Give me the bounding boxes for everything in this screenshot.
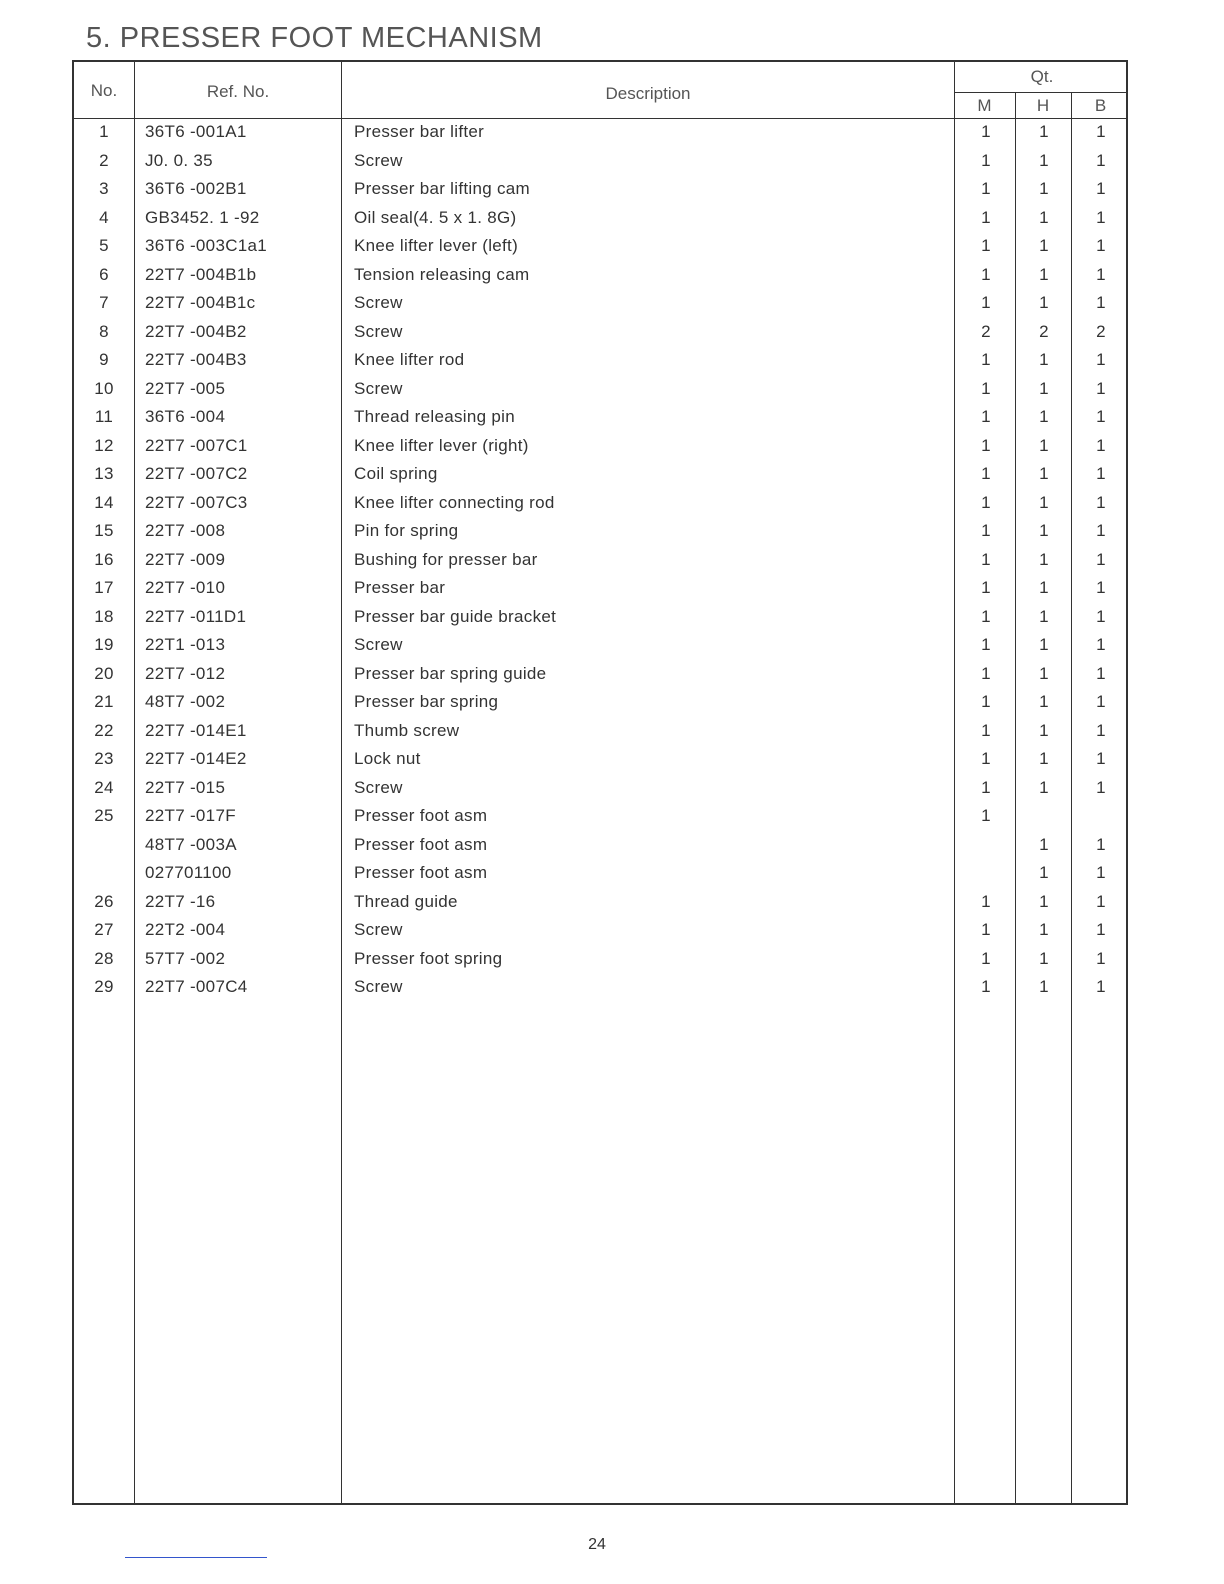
row-ref-no: 22T7 -011D1 (145, 606, 247, 626)
row-description: Presser foot spring (354, 948, 503, 968)
row-ref-no: 48T7 -003A (145, 834, 237, 854)
table-row (74, 346, 1126, 375)
table-row (74, 831, 1126, 860)
row-qty-m: 1 (981, 521, 991, 540)
table-row (74, 204, 1126, 233)
table-row (74, 403, 1126, 432)
table-row (74, 175, 1126, 204)
header-b: B (1094, 96, 1107, 115)
row-qty-b: 1 (1096, 777, 1106, 797)
table-row (74, 489, 1126, 518)
row-qty-h: 1 (1039, 549, 1049, 569)
row-no: 19 (94, 635, 114, 654)
row-qty-h: 1 (1039, 863, 1049, 882)
row-ref-no: 22T7 -16 (145, 891, 216, 911)
row-no: 9 (99, 350, 109, 369)
row-qty-h: 1 (1039, 578, 1049, 597)
row-qty-b: 1 (1096, 549, 1106, 569)
row-no: 12 (94, 435, 114, 455)
row-description: Screw (354, 977, 403, 996)
row-no: 11 (94, 407, 114, 426)
table-row (74, 916, 1126, 945)
row-no: 14 (94, 492, 114, 512)
row-description: Bushing for presser bar (354, 549, 538, 569)
row-qty-b: 1 (1096, 920, 1106, 939)
row-no: 20 (94, 663, 114, 683)
table-row (74, 945, 1126, 974)
table-row (74, 603, 1126, 632)
row-qty-b: 1 (1096, 464, 1106, 483)
header-m: M (977, 96, 992, 115)
row-qty-h: 1 (1039, 749, 1049, 768)
row-qty-h: 1 (1039, 150, 1049, 170)
row-qty-m: 1 (981, 464, 991, 483)
row-qty-m: 1 (981, 948, 991, 968)
row-qty-m: 1 (981, 578, 991, 597)
table-row (74, 774, 1126, 803)
row-qty-m: 1 (981, 606, 991, 626)
row-description: Pin for spring (354, 521, 459, 540)
row-qty-b: 2 (1096, 321, 1106, 341)
row-no: 23 (94, 749, 114, 768)
row-no: 6 (99, 264, 109, 284)
row-ref-no: GB3452. 1 -92 (145, 207, 260, 227)
row-ref-no: J0. 0. 35 (145, 150, 213, 170)
row-qty-b: 1 (1096, 977, 1106, 996)
page-number: 24 (588, 1536, 606, 1553)
footer-rule (125, 1557, 267, 1558)
row-qty-h: 1 (1039, 207, 1049, 227)
row-no: 16 (94, 549, 114, 569)
row-ref-no: 22T7 -005 (145, 378, 226, 398)
row-description: Presser foot asm (354, 806, 488, 825)
row-description: Presser bar spring guide (354, 663, 547, 683)
row-no: 21 (94, 692, 114, 711)
row-qty-h: 1 (1039, 122, 1049, 141)
row-qty-m: 1 (981, 777, 991, 797)
row-qty-b: 1 (1096, 635, 1106, 654)
row-qty-m: 1 (981, 692, 991, 711)
row-ref-no: 36T6 -004 (145, 407, 226, 426)
row-no: 2 (99, 150, 109, 170)
row-qty-m: 1 (981, 977, 991, 996)
row-qty-b: 1 (1096, 606, 1106, 626)
row-qty-h: 1 (1039, 236, 1049, 255)
row-qty-h: 1 (1039, 891, 1049, 911)
row-qty-b: 1 (1096, 378, 1106, 398)
row-no: 18 (94, 606, 114, 626)
table-row (74, 118, 1126, 147)
row-ref-no: 22T2 -004 (145, 920, 226, 939)
table-row (74, 717, 1126, 746)
row-description: Knee lifter lever (left) (354, 236, 519, 255)
row-qty-m: 1 (981, 549, 991, 569)
table-row (74, 574, 1126, 603)
row-qty-m: 1 (981, 492, 991, 512)
row-ref-no: 22T7 -004B1b (145, 264, 257, 284)
row-no: 1 (99, 122, 109, 141)
table-row (74, 859, 1126, 888)
row-qty-h: 1 (1039, 407, 1049, 426)
row-qty-h: 1 (1039, 350, 1049, 369)
row-description: Screw (354, 378, 403, 398)
row-description: Screw (354, 150, 403, 170)
row-qty-h: 1 (1039, 492, 1049, 512)
row-ref-no: 22T1 -013 (145, 635, 226, 654)
row-ref-no: 22T7 -007C4 (145, 977, 248, 996)
row-description: Knee lifter connecting rod (354, 492, 555, 512)
row-qty-h: 1 (1039, 948, 1049, 968)
row-ref-no: 36T6 -001A1 (145, 122, 247, 141)
row-qty-m: 1 (981, 179, 991, 198)
row-ref-no: 22T7 -014E1 (145, 720, 247, 740)
row-description: Coil spring (354, 464, 438, 483)
row-ref-no: 48T7 -002 (145, 692, 226, 711)
row-ref-no: 57T7 -002 (145, 948, 226, 968)
row-qty-b: 1 (1096, 293, 1106, 312)
row-qty-m: 1 (981, 663, 991, 683)
row-ref-no: 22T7 -014E2 (145, 749, 247, 768)
row-qty-b: 1 (1096, 891, 1106, 911)
table-row (74, 546, 1126, 575)
row-no: 4 (99, 207, 109, 227)
row-qty-m: 1 (981, 635, 991, 654)
page-title: 5. PRESSER FOOT MECHANISM (86, 22, 543, 54)
row-qty-h: 1 (1039, 293, 1049, 312)
row-no: 29 (94, 977, 114, 996)
row-qty-b: 1 (1096, 720, 1106, 740)
row-qty-b: 1 (1096, 521, 1106, 540)
row-description: Screw (354, 777, 403, 797)
table-row (74, 318, 1126, 347)
row-qty-h: 1 (1039, 606, 1049, 626)
row-qty-h: 1 (1039, 635, 1049, 654)
row-description: Thumb screw (354, 720, 460, 740)
row-qty-b: 1 (1096, 407, 1106, 426)
row-qty-h: 2 (1039, 321, 1049, 341)
row-qty-b: 1 (1096, 834, 1106, 854)
row-qty-m: 1 (981, 264, 991, 284)
row-no: 24 (94, 777, 114, 797)
row-description: Knee lifter rod (354, 350, 465, 369)
row-no: 28 (94, 948, 114, 968)
row-description: Presser bar spring (354, 692, 499, 711)
row-qty-m: 1 (981, 150, 991, 170)
row-qty-m: 1 (981, 749, 991, 768)
row-qty-b: 1 (1096, 150, 1106, 170)
row-qty-m: 1 (981, 378, 991, 398)
row-ref-no: 22T7 -007C2 (145, 464, 248, 483)
row-no: 8 (99, 321, 109, 341)
row-qty-b: 1 (1096, 749, 1106, 768)
header-ref-no: Ref. No. (206, 82, 270, 101)
row-qty-b: 1 (1096, 863, 1106, 882)
row-qty-b: 1 (1096, 122, 1106, 141)
table-row (74, 888, 1126, 917)
row-description: Lock nut (354, 749, 421, 768)
row-ref-no: 22T7 -004B2 (145, 321, 247, 341)
row-description: Thread releasing pin (354, 407, 515, 426)
header-description: Description (605, 84, 691, 103)
header-qt: Qt. (1030, 67, 1054, 86)
table-row (74, 432, 1126, 461)
row-description: Presser foot asm (354, 863, 488, 882)
row-qty-b: 1 (1096, 264, 1106, 284)
table-row (74, 660, 1126, 689)
row-ref-no: 22T7 -004B3 (145, 350, 247, 369)
row-ref-no: 22T7 -007C1 (145, 435, 248, 455)
row-qty-h: 1 (1039, 834, 1049, 854)
row-qty-h: 1 (1039, 692, 1049, 711)
row-no: 3 (99, 179, 109, 198)
row-qty-h: 1 (1039, 663, 1049, 683)
table-row (74, 973, 1126, 1002)
row-no: 22 (94, 720, 114, 740)
row-description: Screw (354, 635, 403, 654)
row-ref-no: 22T7 -015 (145, 777, 226, 797)
row-qty-m: 1 (981, 435, 991, 455)
qt-header-rule (954, 92, 1126, 93)
table-row (74, 375, 1126, 404)
row-description: Knee lifter lever (right) (354, 435, 529, 455)
table-row (74, 261, 1126, 290)
row-qty-b: 1 (1096, 663, 1106, 683)
row-qty-m: 1 (981, 920, 991, 939)
row-no: 25 (94, 806, 114, 825)
row-qty-m: 1 (981, 122, 991, 141)
table-row (74, 147, 1126, 176)
row-qty-m: 1 (981, 806, 991, 825)
header-h: H (1036, 96, 1050, 115)
row-ref-no: 22T7 -009 (145, 549, 226, 569)
row-ref-no: 027701100 (145, 863, 232, 882)
row-description: Screw (354, 321, 403, 341)
row-qty-b: 1 (1096, 692, 1106, 711)
parts-table (72, 60, 1128, 1505)
row-no: 17 (94, 578, 114, 597)
table-row (74, 802, 1126, 831)
row-description: Presser bar lifter (354, 122, 485, 141)
row-no: 15 (94, 521, 114, 540)
row-qty-h: 1 (1039, 435, 1049, 455)
row-qty-h: 1 (1039, 521, 1049, 540)
row-ref-no: 36T6 -003C1a1 (145, 236, 268, 255)
header-no: No. (90, 81, 118, 100)
row-qty-h: 1 (1039, 977, 1049, 996)
row-qty-b: 1 (1096, 350, 1106, 369)
row-qty-h: 1 (1039, 720, 1049, 740)
row-no: 7 (99, 293, 109, 312)
row-qty-h: 1 (1039, 464, 1049, 483)
table-row (74, 289, 1126, 318)
row-ref-no: 22T7 -017F (145, 806, 236, 825)
row-qty-m: 1 (981, 407, 991, 426)
row-description: Thread guide (354, 891, 458, 911)
row-no: 26 (94, 891, 114, 911)
row-ref-no: 22T7 -010 (145, 578, 226, 597)
row-qty-b: 1 (1096, 236, 1106, 255)
row-qty-m: 1 (981, 293, 991, 312)
row-description: Presser bar (354, 578, 446, 597)
row-ref-no: 36T6 -002B1 (145, 179, 247, 198)
row-qty-b: 1 (1096, 435, 1106, 455)
row-description: Tension releasing cam (354, 264, 530, 284)
row-ref-no: 22T7 -008 (145, 521, 226, 540)
table-row (74, 745, 1126, 774)
row-qty-m: 1 (981, 891, 991, 911)
row-description: Oil seal(4. 5 x 1. 8G) (354, 207, 517, 227)
row-qty-m: 2 (981, 321, 991, 341)
row-qty-b: 1 (1096, 207, 1106, 227)
table-row (74, 232, 1126, 261)
row-ref-no: 22T7 -012 (145, 663, 226, 683)
row-no: 10 (94, 378, 114, 398)
row-qty-b: 1 (1096, 492, 1106, 512)
row-qty-h: 1 (1039, 920, 1049, 939)
row-description: Presser bar guide bracket (354, 606, 557, 626)
row-ref-no: 22T7 -004B1c (145, 293, 256, 312)
row-qty-h: 1 (1039, 179, 1049, 198)
row-no: 27 (94, 920, 114, 939)
row-qty-h: 1 (1039, 378, 1049, 398)
row-qty-m: 1 (981, 350, 991, 369)
row-qty-h: 1 (1039, 264, 1049, 284)
table-row (74, 688, 1126, 717)
table-row (74, 631, 1126, 660)
table-row (74, 460, 1126, 489)
row-qty-b: 1 (1096, 578, 1106, 597)
row-qty-m: 1 (981, 720, 991, 740)
row-description: Screw (354, 920, 403, 939)
row-qty-h: 1 (1039, 777, 1049, 797)
row-qty-m: 1 (981, 207, 991, 227)
row-qty-m: 1 (981, 236, 991, 255)
row-qty-b: 1 (1096, 948, 1106, 968)
row-qty-b: 1 (1096, 179, 1106, 198)
row-ref-no: 22T7 -007C3 (145, 492, 248, 512)
row-no: 5 (99, 236, 109, 255)
row-description: Presser foot asm (354, 834, 488, 854)
table-row (74, 517, 1126, 546)
row-description: Presser bar lifting cam (354, 179, 531, 198)
parts-rows (74, 118, 1126, 1002)
row-description: Screw (354, 293, 403, 312)
row-no: 13 (94, 464, 114, 483)
